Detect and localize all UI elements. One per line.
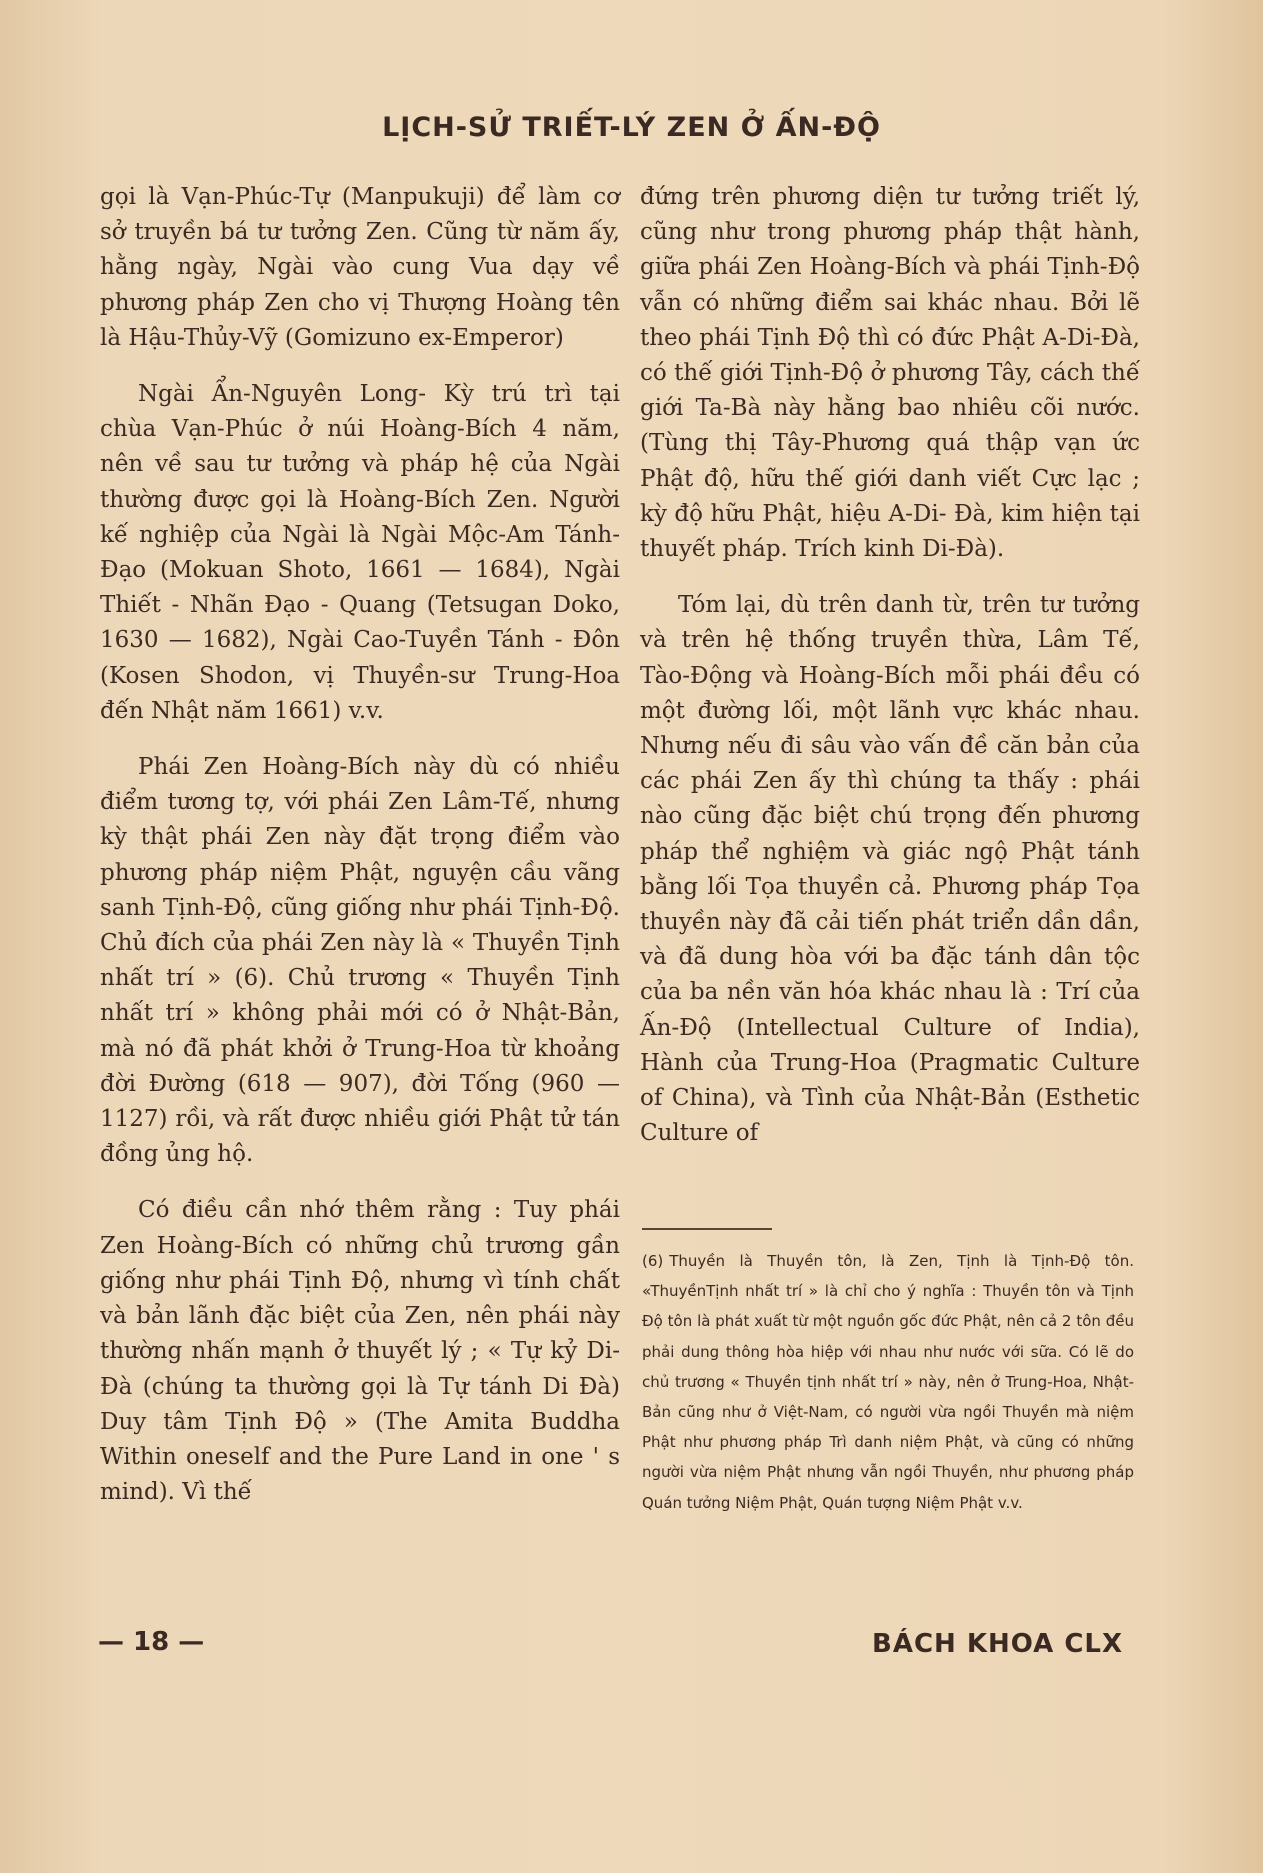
right-column (640, 180, 1140, 1172)
footnote-number: (6) (642, 1252, 664, 1270)
paragraph: Có điều cần nhớ thêm rằng : Tuy phái Zen Hoàng-Bích có những chủ trương gần giống như phái Tịnh Độ, nhưng vì tính chất và bản lãnh đặc biệt của Zen, nên phái này thường nhấn mạnh ở thuyết lý ; « Tự kỷ Di-Đà (chúng ta thường gọi là Tự tánh Di Đà) Duy tâm Tịnh Độ » (The Amita Buddha Within oneself and the Pure Land in one ' s mind). Vì thế (100, 1197, 620, 1506)
footnote (642, 1246, 1134, 1518)
paragraph: Phái Zen Hoàng-Bích này dù có nhiều điểm tương tợ, với phái Zen Lâm-Tế, nhưng kỳ thật phái Zen này đặt trọng điểm vào phương pháp niệm Phật, nguyện cầu vãng sanh Tịnh-Độ, cũng giống như phái Tịnh-Độ. Chủ đích của phái Zen này là « Thuyền Tịnh nhất trí » (6). Chủ trương « Thuyền Tịnh nhất trí » không phải mới có ở Nhật-Bản, mà nó đã phát khởi ở Trung-Hoa từ khoảng đời Đường (618 — 907), đời Tống (960 — 1127) rồi, và rất được nhiều giới Phật tử tán đồng ủng hộ. (100, 754, 620, 1168)
paragraph: gọi là Vạn-Phúc-Tự (Manpukuji) để làm cơ sở truyền bá tư tưởng Zen. Cũng từ năm ấy, hằng ngày, Ngài vào cung Vua dạy về phương pháp Zen cho vị Thượng Hoàng tên là Hậu-Thủy-Vỹ (Gomizuno ex-Emperor) (100, 184, 620, 351)
footnote-divider (642, 1228, 772, 1230)
footnote-text: Thuyền là Thuyền tôn, là Zen, Tịnh là Tịnh-Độ tôn. «ThuyềnTịnh nhất trí » là chỉ cho ý nghĩa : Thuyền tôn và Tịnh Độ tôn là phát xuất từ một nguồn gốc đức Phật, nên cả 2 tôn đều phải dung thông hòa hiệp với nhau như nước với sữa. Có lẽ do chủ trương « Thuyền tịnh nhất trí » này, nên ở Trung-Hoa, Nhật-Bản cũng như ở Việt-Nam, có người vừa ngồi Thuyền mà niệm Phật như phương pháp Trì danh niệm Phật, và cũng có những người vừa niệm Phật nhưng vẫn ngồi Thuyền, như phương pháp Quán tưởng Niệm Phật, Quán tượng Niệm Phật v.v. (642, 1252, 1134, 1512)
magazine-name: BÁCH KHOA CLX (872, 1629, 1124, 1659)
paragraph: đứng trên phương diện tư tưởng triết lý, cũng như trong phương pháp thật hành, giữa phái Zen Hoàng-Bích và phái Tịnh-Độ vẫn có những điểm sai khác nhau. Bởi lẽ theo phái Tịnh Độ thì có đức Phật A-Di-Đà, có thế giới Tịnh-Độ ở phương Tây, cách thế giới Ta-Bà này hằng bao nhiêu cõi nước. (Tùng thị Tây-Phương quá thập vạn ức Phật độ, hữu thế giới danh viết Cực lạc ; kỳ độ hữu Phật, hiệu A-Di- Đà, kim hiện tại thuyết pháp. Trích kinh Di-Đà). (640, 184, 1140, 563)
page-number: — 18 — (98, 1627, 205, 1657)
running-header: LỊCH-SỬ TRIẾT-LÝ ZEN Ở ẤN-ĐỘ (382, 112, 881, 143)
paragraph: Tóm lại, dù trên danh từ, trên tư tưởng và trên hệ thống truyền thừa, Lâm Tế, Tào-Động và Hoàng-Bích mỗi phái đều có một đường lối, một lãnh vực khác nhau. Nhưng nếu đi sâu vào vấn đề căn bản của các phái Zen ấy thì chúng ta thấy : phái nào cũng đặc biệt chú trọng đến phương pháp thể nghiệm và giác ngộ Phật tánh bằng lối Tọa thuyền cả. Phương pháp Tọa thuyền này đã cải tiến phát triển dần dần, và đã dung hòa với ba đặc tánh dân tộc của ba nền văn hóa khác nhau là : Trí của Ấn-Độ (Intellectual Culture of India), Hành của Trung-Hoa (Pragmatic Culture of China), và Tình của Nhật-Bản (Esthetic Culture of (640, 592, 1140, 1147)
left-column (100, 180, 620, 1531)
paragraph: Ngài Ẩn-Nguyên Long- Kỳ trú trì tại chùa Vạn-Phúc ở núi Hoàng-Bích 4 năm, nên về sau tư tưởng và pháp hệ của Ngài thường được gọi là Hoàng-Bích Zen. Người kế nghiệp của Ngài là Ngài Mộc-Am Tánh-Đạo (Mokuan Shoto, 1661 — 1684), Ngài Thiết - Nhãn Đạo - Quang (Tetsugan Doko, 1630 — 1682), Ngài Cao-Tuyền Tánh - Đôn (Kosen Shodon, vị Thuyền-sư Trung-Hoa đến Nhật năm 1661) v.v. (100, 381, 620, 724)
